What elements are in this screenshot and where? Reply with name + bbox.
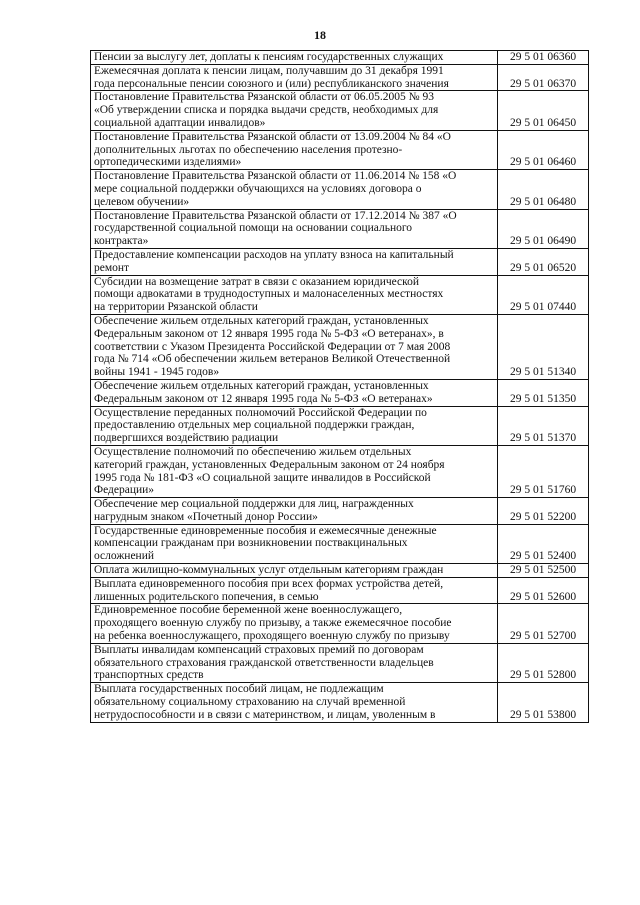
- expense-name-line: года № 714 «Об обеспечении жильем ветеранов Великой Отечественной: [94, 353, 451, 366]
- expense-name-cell: [91, 577, 498, 604]
- expense-name-line: Постановление Правительства Рязанской области от 06.05.2005 № 93: [94, 91, 434, 104]
- table-row: [91, 91, 589, 130]
- expense-name-line: Осуществление полномочий по обеспечению жильем отдельных: [94, 445, 412, 458]
- expense-name-line: социальной адаптации инвалидов»: [94, 116, 266, 129]
- expense-name-line: Единовременное пособие беременной жене военнослужащего,: [94, 604, 403, 617]
- expense-name-line: Федеральным законом от 12 января 1995 года № 5-ФЗ «О ветеранах»: [94, 392, 433, 405]
- expense-name-cell: [91, 91, 498, 130]
- expense-name-line: соответствии с Указом Президента Российской Федерации от 7 мая 2008: [94, 340, 451, 353]
- expense-name-line: Государственные единовременные пособия и ежемесячные денежные: [94, 524, 437, 537]
- expense-name-cell: [91, 604, 498, 643]
- expense-name-line: нагрудным знаком «Почетный донор России»: [94, 510, 318, 523]
- expense-name-line: Постановление Правительства Рязанской области от 11.06.2014 № 158 «О: [94, 170, 457, 183]
- budget-code-cell: 29 5 01 52500: [498, 564, 589, 578]
- budget-code-cell: 29 5 01 52400: [498, 524, 589, 563]
- budget-code-cell: 29 5 01 07440: [498, 275, 589, 314]
- page-number: 18: [314, 28, 326, 42]
- expense-name-line: Осуществление переданных полномочий Российской Федерации по: [94, 406, 427, 419]
- expense-name-cell: [91, 643, 498, 682]
- table-row: [91, 498, 589, 525]
- expense-name-cell: [91, 209, 498, 248]
- expense-name-line: на ребенка военнослужащего, проходящего военную службу по призыву: [94, 630, 450, 643]
- expense-name-line: Обеспечение жильем отдельных категорий граждан, установленных: [94, 314, 429, 327]
- table-row: [91, 564, 589, 578]
- budget-code-cell: 29 5 01 06480: [498, 170, 589, 209]
- budget-code-cell: 29 5 01 06450: [498, 91, 589, 130]
- expense-name-line: Постановление Правительства Рязанской области от 17.12.2014 № 387 «О: [94, 209, 457, 222]
- expense-name-line: Обеспечение мер социальной поддержки для лиц, награжденных: [94, 498, 414, 511]
- expense-name-line: категорий граждан, установленных Федеральным законом от 24 ноября: [94, 458, 445, 471]
- table-row: [91, 314, 589, 379]
- expense-name-line: Выплаты инвалидам компенсаций страховых премий по договорам: [94, 643, 424, 656]
- expense-name-cell: [91, 498, 498, 525]
- expense-name-line: Постановление Правительства Рязанской области от 13.09.2004 № 84 «О: [94, 130, 451, 143]
- table-row: [91, 209, 589, 248]
- budget-code-cell: 29 5 01 52700: [498, 604, 589, 643]
- expense-name-line: Субсидии на возмещение затрат в связи с оказанием юридической: [94, 275, 420, 288]
- budget-code-cell: 29 5 01 53800: [498, 683, 589, 722]
- expense-name-line: подвергшихся воздействию радиации: [94, 432, 279, 445]
- table-row: [91, 406, 589, 445]
- budget-codes-table: [90, 50, 589, 723]
- expense-name-line: государственной социальной помощи на основании социального: [94, 222, 413, 235]
- budget-code-cell: 29 5 01 06460: [498, 130, 589, 169]
- expense-name-line: на территории Рязанской области: [94, 301, 258, 314]
- table-row: [91, 643, 589, 682]
- table-row: [91, 379, 589, 406]
- expense-name-line: обязательному социальному страхованию на случай временной: [94, 696, 406, 709]
- budget-code-cell: 29 5 01 51370: [498, 406, 589, 445]
- expense-name-line: транспортных средств: [94, 669, 204, 682]
- expense-name-line: Обеспечение жильем отдельных категорий граждан, установленных: [94, 379, 429, 392]
- expense-name-line: помощи адвокатами в труднодоступных и малонаселенных местностях: [94, 288, 444, 301]
- budget-code-cell: 29 5 01 06490: [498, 209, 589, 248]
- table-row: [91, 275, 589, 314]
- expense-name-cell: [91, 683, 498, 722]
- table-body: [91, 51, 589, 723]
- expense-name-line: Предоставление компенсации расходов на уплату взноса на капитальный: [94, 248, 454, 261]
- budget-code-cell: 29 5 01 06370: [498, 64, 589, 91]
- expense-name-line: лишенных родительского попечения, в семью: [94, 590, 319, 603]
- expense-name-line: «Об утверждении списка и порядка выдачи средств, необходимых для: [94, 104, 439, 117]
- budget-code-cell: 29 5 01 52200: [498, 498, 589, 525]
- expense-name-cell: [91, 248, 498, 275]
- budget-code-cell: 29 5 01 06520: [498, 248, 589, 275]
- budget-code-cell: 29 5 01 51340: [498, 314, 589, 379]
- expense-name-cell: [91, 170, 498, 209]
- expense-name-line: мере социальной поддержки обучающихся на условиях договора о: [94, 182, 422, 195]
- expense-name-cell: [91, 51, 498, 65]
- table-row: [91, 64, 589, 91]
- expense-name-cell: [91, 445, 498, 497]
- table-row: [91, 683, 589, 722]
- budget-code-cell: 29 5 01 51760: [498, 445, 589, 497]
- expense-name-line: войны 1941 - 1945 годов»: [94, 366, 220, 379]
- expense-name-cell: [91, 564, 498, 578]
- expense-name-line: осложнений: [94, 550, 155, 563]
- expense-name-line: 1995 года № 181-ФЗ «О социальной защите инвалидов в Российской: [94, 471, 431, 484]
- expense-name-line: нетрудоспособности и в связи с материнством, и лицам, уволенным в: [94, 708, 436, 721]
- expense-name-cell: [91, 406, 498, 445]
- expense-name-line: Федерации»: [94, 484, 155, 497]
- expense-name-cell: [91, 524, 498, 563]
- budget-code-cell: 29 5 01 06360: [498, 51, 589, 65]
- budget-code-cell: 29 5 01 51350: [498, 379, 589, 406]
- table-row: [91, 170, 589, 209]
- table-row: [91, 130, 589, 169]
- table-row: [91, 577, 589, 604]
- expense-name-line: Ежемесячная доплата к пенсии лицам, получавшим до 31 декабря 1991: [94, 64, 444, 77]
- expense-name-cell: [91, 314, 498, 379]
- expense-name-line: Выплата единовременного пособия при всех формах устройства детей,: [94, 577, 444, 590]
- expense-name-line: проходящего военную службу по призыву, а также ежемесячное пособие: [94, 617, 452, 630]
- expense-name-line: года персональные пенсии союзного и (или) республиканского значения: [94, 77, 449, 90]
- expense-name-line: ортопедическими изделиями»: [94, 156, 242, 169]
- expense-name-line: Выплата государственных пособий лицам, не подлежащим: [94, 683, 384, 696]
- table-row: [91, 248, 589, 275]
- table-row: [91, 524, 589, 563]
- expense-name-line: обязательного страхования гражданской ответственности владельцев: [94, 656, 434, 669]
- budget-code-cell: 29 5 01 52800: [498, 643, 589, 682]
- expense-name-cell: [91, 130, 498, 169]
- budget-code-cell: 29 5 01 52600: [498, 577, 589, 604]
- expense-name-line: Оплата жилищно-коммунальных услуг отдельным категориям граждан: [94, 564, 444, 577]
- expense-name-cell: [91, 275, 498, 314]
- expense-name-line: Федеральным законом от 12 января 1995 года № 5-ФЗ «О ветеранах», в: [94, 327, 444, 340]
- expense-name-line: предоставлению отдельных мер социальной поддержки граждан,: [94, 419, 415, 432]
- expense-name-line: дополнительных льготах по обеспечению населения протезно-: [94, 143, 403, 156]
- expense-name-line: компенсации гражданам при возникновении поствакцинальных: [94, 537, 408, 550]
- table-row: [91, 445, 589, 497]
- expense-name-line: ремонт: [94, 261, 130, 274]
- expense-name-line: Пенсии за выслугу лет, доплаты к пенсиям государственных служащих: [94, 51, 444, 63]
- expense-name-line: целевом обучении»: [94, 195, 190, 208]
- table-row: [91, 51, 589, 65]
- table-row: [91, 604, 589, 643]
- expense-name-cell: [91, 379, 498, 406]
- expense-name-cell: [91, 64, 498, 91]
- expense-name-line: контракта»: [94, 235, 149, 248]
